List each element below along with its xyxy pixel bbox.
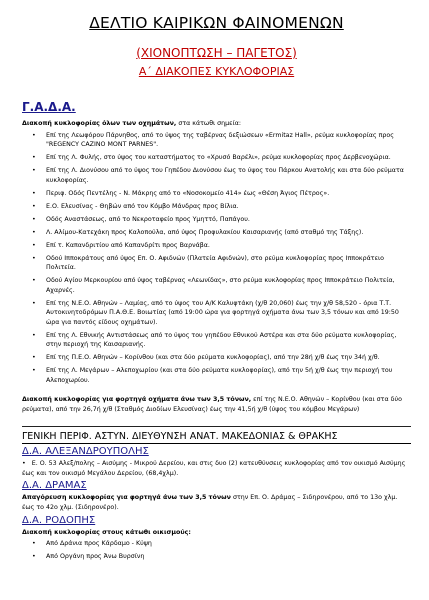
list-item: • Επί της Λ. Φυλής, στο ύψος του καταστήματος το «Χρυσό Βαρέλι», ρεύμα κυκλοφορίας προς Δερβενοχώρια. <box>32 153 411 163</box>
list-item: • Από Δράνια προς Κάρδαμο - Κύψη <box>32 539 411 549</box>
list-item: • Επί της Λεωφόρου Πάρνηθος, από το ύψος της ταβέρνας δεξιώσεων «Ermitaz Hall», ρεύμα κυκλοφορίας προς "REGENCY CAZINO MONT PARNES". <box>32 131 411 150</box>
bulletin-title: ΔΕΛΤΙΟ ΚΑΙΡΙΚΩΝ ΦΑΙΝΟΜΕΝΩΝ <box>89 14 344 32</box>
alexandroupoli-body: Ε. Ο. 53 Αλεξ/πολης – Αισύμης - Μικρού Δερείου, και στις δυο (2) κατευθύνσεις κυκλοφορίας από τον οικισμό Αισύμης έως και τον οικισμό Μεγάλου Δερείου, (68,4χλμ). <box>22 460 406 477</box>
rodopi-intro <box>22 528 411 538</box>
bulletin-subtitle: (ΧΙΟΝΟΠΤΩΣΗ – ΠΑΓΕΤΟΣ) <box>136 46 297 60</box>
list-item: • Επί τ. Καπανδριτίου από Καπανδρίτι προς Βαρνάβα. <box>32 241 411 251</box>
list-item: • Περιφ. Οδός Πεντέλης - Ν. Μάκρης από το «Νοσοκομείο 414» έως «Θέση Άγιος Πέτρος». <box>32 189 411 199</box>
alexandroupoli-bullet: • <box>22 460 32 468</box>
general-directorate-heading: ΓΕΝΙΚΗ ΠΕΡΙΦ. ΑΣΤΥΝ. ΔΙΕΥΘΥΝΣΗ ΑΝΑΤ. ΜΑΚΕΔΟΝΙΑΣ & ΘΡΑΚΗΣ <box>22 431 411 444</box>
drama-text-bold: Απαγόρευση κυκλοφορίας για φορτηγά άνω των 3,5 τόνων <box>22 494 231 502</box>
list-item: • Επί της Λ. Μεγάρων – Αλεποχωρίου (και στα δύο ρεύματα κυκλοφορίας), από την 5ή χ/θ έως την περιοχή του Αλεποχωρίου. <box>32 366 411 385</box>
rodopi-heading: Δ.Α. ΡΟΔΟΠΗΣ <box>22 514 96 526</box>
drama-text <box>22 493 411 512</box>
list-item: • Από Οργάνη προς Άνω Βυρσίνη <box>32 552 411 562</box>
section-divider <box>22 426 411 427</box>
gada-intro <box>22 119 411 129</box>
bulletin-subtitle-closures: Α΄ ΔΙΑΚΟΠΕΣ ΚΥΚΛΟΦΟΡΙΑΣ <box>138 65 295 78</box>
drama-heading: Δ.Α. ΔΡΑΜΑΣ <box>22 480 87 492</box>
drama-text-rest: στην Επ. Ο. Δράμας – Σιδηρονέρου, από το 13ο χλμ. έως το 42ο χλμ. (Σιδηρονέρο). <box>22 494 398 512</box>
list-item: • Οδός Αναστάσεως, από το Νεκροταφείο προς Υμηττό, Παπάγου. <box>32 215 411 225</box>
alexandroupoli-text <box>22 459 411 478</box>
rodopi-intro-bold: Διακοπή κυκλοφορίας στους κάτωθι οικισμούς: <box>22 528 191 536</box>
gada-heading: Γ.Α.Δ.Α. <box>22 100 76 114</box>
gada-intro-rest: στα κάτωθι σημεία: <box>176 120 241 127</box>
rodopi-closure-list <box>22 539 411 562</box>
gada-intro-bold: Διακοπή κυκλοφορίας όλων των οχημάτων, <box>22 120 177 127</box>
list-item: • Επί της Π.Ε.Ο. Αθηνών – Κορίνθου (και στα δύο ρεύματα κυκλοφορίας), από την 28ή χ/θ έως την 34ή χ/θ. <box>32 353 411 363</box>
gada-closure-list <box>22 131 411 386</box>
list-item: • Ε.Ο. Ελευσίνας - Θηβών από τον Κόμβο Μάνδρας προς Βίλια. <box>32 202 411 212</box>
list-item: • Επί της Ν.Ε.Ο. Αθηνών – Λαμίας, από το ύψος του Α/Κ Καλυφτάκη (χ/θ 20,060) έως την χ/θ 58,520 - όρια Τ.Τ. Αυτοκινητοδρόμων Π.Α.Θ.Ε. Βοιωτίας (από 19:00 ώρα για φορτηγά οχήματα άνω των 3,5 τόνων και από 19:50 ώρα για παντός είδους οχημάτων). <box>32 299 411 328</box>
list-item: • Οδού Αγίου Μερκουρίου από ύψος ταβέρνας «Λεωνίδας», στο ρεύμα κυκλοφορίας προς Ιπποκράτειο Πολιτεία, Αχαρνές. <box>32 276 411 295</box>
list-item: • Επί της Λ. Διονύσου από το ύψος του Γηπέδου Διονύσου έως το ύψος του Πάρκου Ανατολής και στα δύο ρεύματα κυκλοφορίας. <box>32 166 411 185</box>
list-item: • Οδού Ιπποκράτους από ύψος Επ. Ο. Αφιδνών (Πλατεία Αφιδνών), στο ρεύμα κυκλοφορίας προς Ιπποκράτειο Πολιτεία. <box>32 254 411 273</box>
gada-truck-note-rest: επί της Ν.Ε.Ο. Αθηνών – Κορίνθου (και στα δύο ρεύματα), από την 26,7ή χ/θ (Σταθμός Διοδίων Ελευσίνας) έως την 41,5ή χ/θ (ύψος του κόμβου Μεγάρων) <box>22 396 402 413</box>
alexandroupoli-heading: Δ.Α. ΑΛΕΞΑΝΔΡΟΥΠΟΛΗΣ <box>22 446 149 458</box>
gada-truck-note-bold: Διακοπή κυκλοφορίας για φορτηγά οχήματα άνω των 3,5 τόνων, <box>22 396 252 404</box>
list-item: • Λ. Αλίμου-Κατεχάκη προς Καλοπούλα, από ύψος Προφυλακίου Καισαριανής (από σταθμό της Τάξης). <box>32 228 411 238</box>
gada-truck-note <box>22 395 411 414</box>
list-item: • Επί της Λ. Εθνικής Αντιστάσεως από το ύψος του γηπέδου Εθνικού Αστέρα και στα δύο ρεύματα κυκλοφορίας, στην περιοχή της Καισαριανής. <box>32 331 411 350</box>
